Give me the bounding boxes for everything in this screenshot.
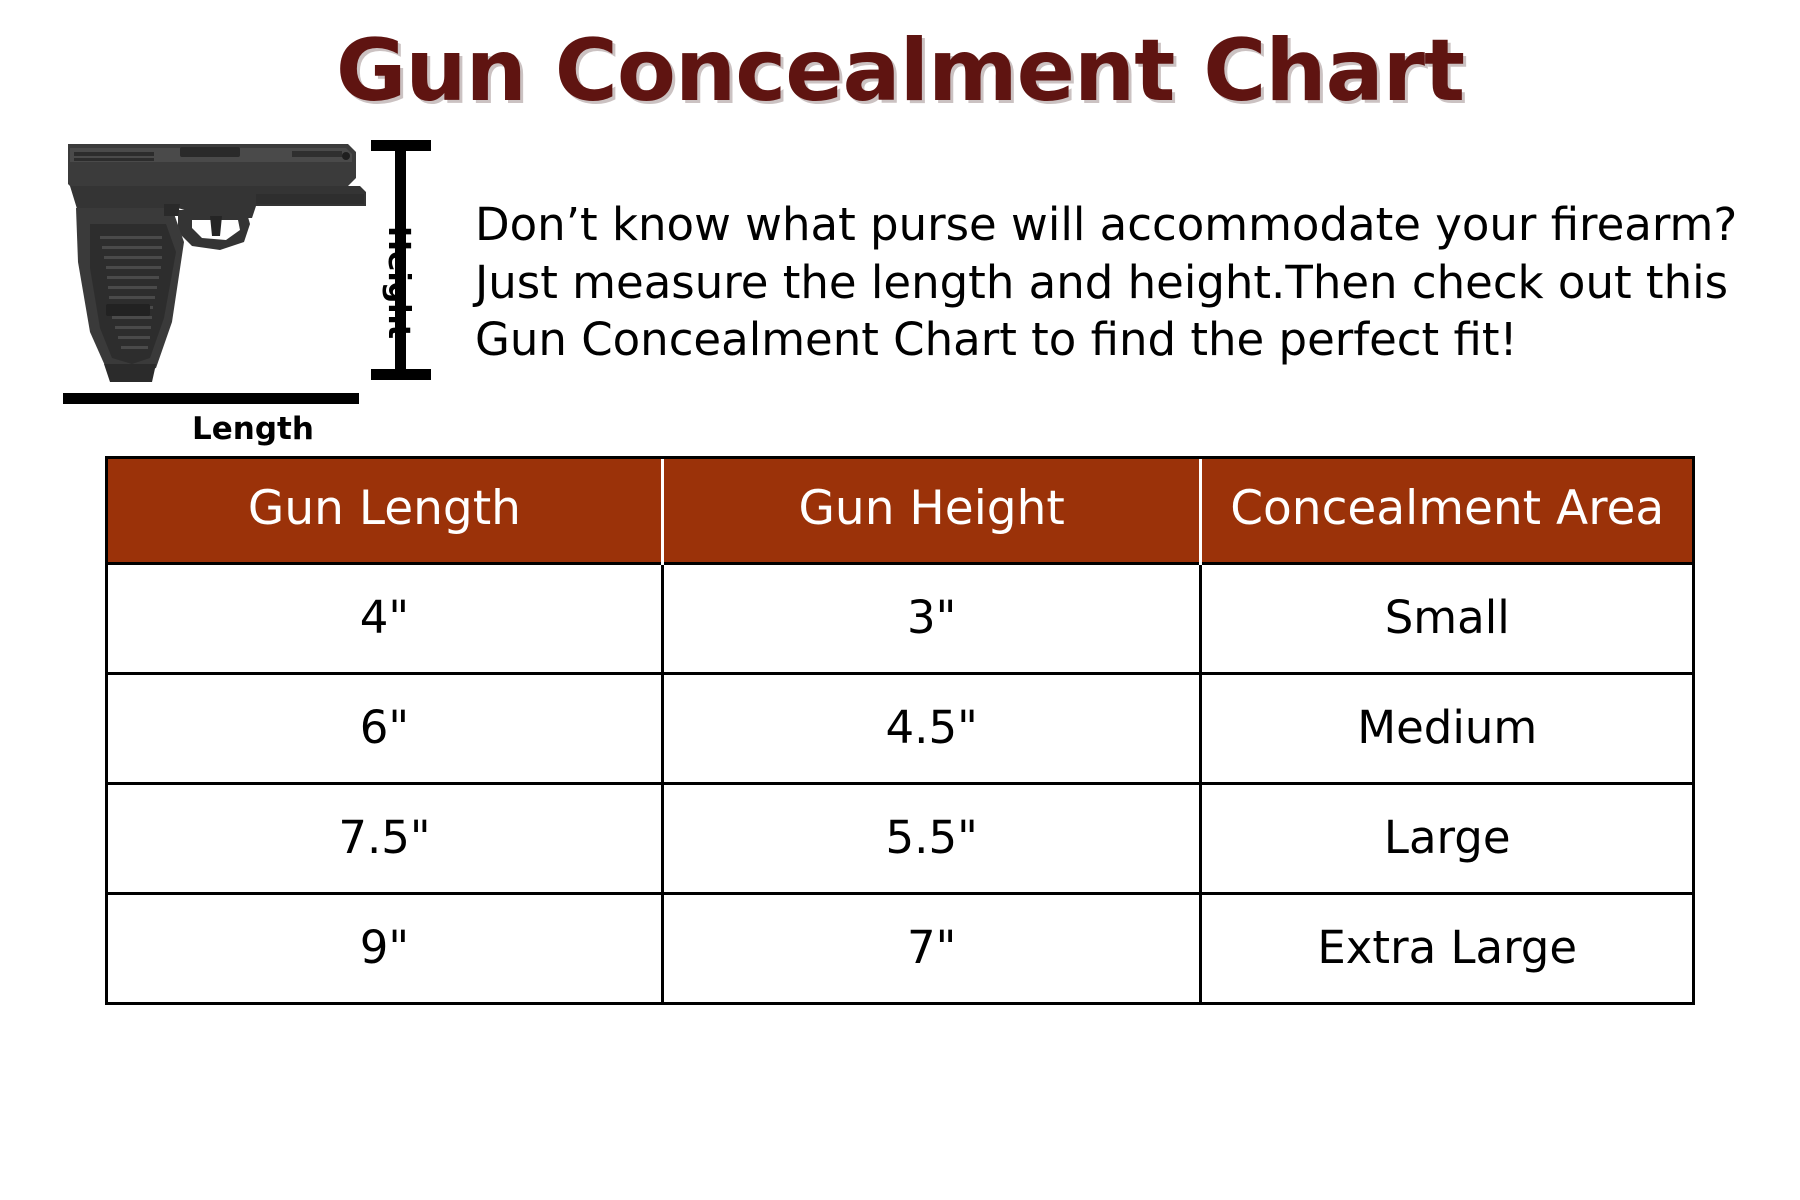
concealment-table [108,459,1692,1002]
column-header-gun-length: Gun Length [108,459,662,564]
column-header-gun-height: Gun Height [662,459,1201,564]
cell-concealment-area: Medium [1201,674,1692,784]
handgun-icon [60,132,380,397]
length-label: Length [192,411,314,448]
intro-text: Don’t know what purse will accommodate your firearm? Just measure the length and height.Then check out this Gun Concealment Chart to find the perfect fit! [475,198,1738,367]
intro-block [470,126,1800,414]
cell-gun-length: 6" [108,674,662,784]
table-row [108,674,1692,784]
cell-concealment-area: Extra Large [1201,894,1692,1003]
table-row [108,564,1692,674]
table-header-row [108,459,1692,564]
cell-gun-height: 3" [662,564,1201,674]
length-measure-bar [63,393,359,404]
cell-gun-length: 9" [108,894,662,1003]
cell-gun-height: 7" [662,894,1201,1003]
table-row [108,784,1692,894]
height-label: Height [381,226,416,340]
page-title: Gun Concealment Chart [335,21,1465,121]
cell-gun-height: 4.5" [662,674,1201,784]
gun-measurement-diagram [0,126,470,448]
cell-gun-length: 7.5" [108,784,662,894]
top-section [0,116,1800,446]
cell-gun-length: 4" [108,564,662,674]
cell-concealment-area: Small [1201,564,1692,674]
column-header-concealment-area: Concealment Area [1201,459,1692,564]
height-bar-bottom-cap [371,369,431,380]
table-row [108,894,1692,1003]
cell-gun-height: 5.5" [662,784,1201,894]
concealment-table-wrapper [105,456,1695,1005]
cell-concealment-area: Large [1201,784,1692,894]
